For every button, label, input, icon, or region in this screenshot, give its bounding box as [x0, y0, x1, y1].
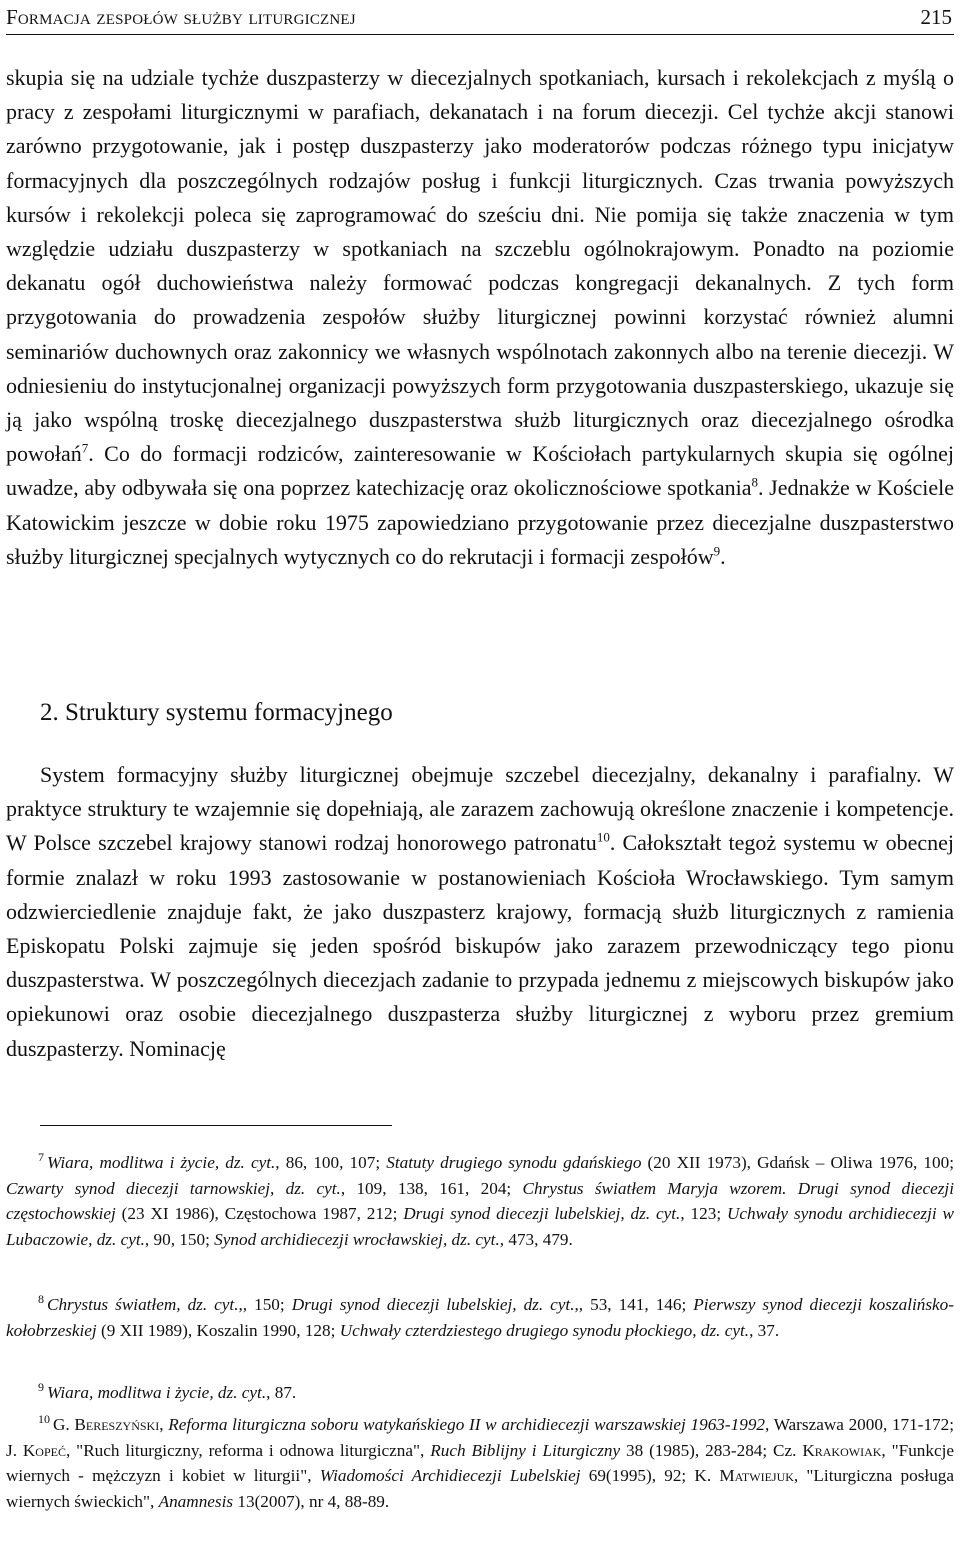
citation-title: Ruch Biblijny i Liturgiczny	[430, 1440, 621, 1460]
footnote-9-text	[47, 1383, 296, 1402]
citation-title: Uchwały czterdziestego drugiego synodu płockiego, dz. cyt.	[339, 1320, 750, 1340]
citation-text: , "Liturgiczna posługa wiernych świeckich",	[6, 1466, 955, 1512]
citation-text: , "Ruch liturgiczny, reforma i odnowa liturgiczna",	[65, 1440, 431, 1460]
paragraph-1-text-d: .	[720, 543, 726, 569]
footnote-10	[6, 1412, 954, 1515]
citation-text: 69(1995), 92; K.	[580, 1466, 720, 1486]
page-number: 215	[920, 5, 952, 29]
paragraph-1-text-c: . Jednakże w Kościele Katowickim jeszcze w dobie roku 1975 zapowiedziano przygotowanie przez diecezjalne duszpasterstwo służby liturgicznej specjalnych wytycznych co do rekrutacji i formacji zespołów	[6, 475, 954, 569]
footnote-10-number: 10	[38, 1412, 50, 1427]
citation-text: , 109, 138, 161, 204;	[340, 1178, 523, 1198]
citation-text: ,, 53, 141, 146;	[574, 1295, 694, 1314]
author-name: Krakowiak	[802, 1440, 882, 1460]
citation-text: (9 XII 1989), Koszalin 1990, 128;	[96, 1320, 340, 1340]
footnote-8	[6, 1292, 954, 1343]
paragraph-2	[6, 758, 954, 1066]
citation-text: ,	[159, 1415, 169, 1434]
footnote-ref-7[interactable]: 7	[81, 440, 89, 456]
citation-title: Statuty drugiego synodu gdańskiego	[386, 1153, 642, 1172]
citation-text: ,, 150;	[238, 1295, 292, 1314]
footnote-10-text	[6, 1415, 954, 1511]
citation-text: , 123;	[680, 1204, 727, 1224]
citation-text: , Warszawa 2000, 171-172; J.	[6, 1415, 955, 1460]
citation-title: Anamnesis	[158, 1492, 234, 1512]
citation-title: Chrystus światłem, dz. cyt.	[47, 1295, 239, 1314]
citation-title: Reforma liturgiczna soboru watykańskiego II w archidiecezji warszawskiej 1963-1992	[168, 1415, 766, 1434]
footnote-separator	[40, 1125, 392, 1126]
footnote-7-text	[6, 1153, 954, 1249]
running-head-title: Formacja zespołów służby liturgicznej	[6, 5, 356, 29]
footnote-ref-8[interactable]: 8	[751, 475, 759, 491]
citation-title: Uchwały synodu archidiecezji w Lubaczowie, dz. cyt.	[6, 1204, 954, 1250]
citation-title: Pierwszy synod diecezji koszalińsko-kołobrzeskiej	[6, 1295, 954, 1340]
author-name: Bereszyński	[74, 1415, 160, 1434]
citation-text: (20 XII 1973), Gdańsk – Oliwa 1976, 100;	[641, 1153, 954, 1172]
footnote-8-number: 8	[38, 1292, 44, 1307]
citation-text: , 86, 100, 107;	[275, 1153, 387, 1172]
citation-text: , 87.	[266, 1383, 297, 1402]
footnote-7	[6, 1150, 954, 1253]
citation-text: (23 XI 1986), Częstochowa 1987, 212;	[115, 1204, 404, 1224]
citation-title: Chrystus światłem Maryja wzorem. Drugi synod diecezji częstochowskiej	[6, 1178, 954, 1224]
citation-text: , 37.	[749, 1320, 780, 1340]
section-heading: 2. Struktury systemu formacyjnego	[40, 699, 393, 726]
running-head	[6, 0, 954, 35]
paragraph-2-text-b: . Całokształt tegoż systemu w obecnej formie znalazł w roku 1993 zastosowanie w postanowieniach Kościoła Wrocławskiego. Tym samym odzwierciedlenie znajduje fakt, że jako duszpasterz krajowy, formacją służb liturgicznych z ramienia Episkopatu Polski zajmuje się jeden spośród biskupów jako zarazem przewodniczący tego pionu duszpasterstwa. W poszczególnych diecezjach zadanie to przypada jednemu z miejscowych biskupów jako opiekunowi oraz osobie diecezjalnego duszpasterza służby liturgicznej z wyboru przez gremium duszpasterzy. Nominację	[6, 830, 955, 1061]
footnote-ref-9[interactable]: 9	[713, 543, 721, 559]
footnote-9	[6, 1380, 954, 1406]
citation-text: , "Funkcje wiernych - mężczyzn i kobiet w liturgii",	[6, 1440, 955, 1486]
citation-text: 13(2007), nr 4, 88-89.	[233, 1492, 390, 1512]
citation-title: Czwarty synod diecezji tarnowskiej, dz. cyt.	[6, 1178, 341, 1198]
citation-title: Synod archidiecezji wrocławskiej, dz. cyt.	[214, 1230, 500, 1250]
citation-title: Wiara, modlitwa i życie, dz. cyt.	[47, 1383, 267, 1402]
citation-text: , 473, 479.	[499, 1230, 573, 1250]
paragraph-1	[6, 61, 954, 574]
citation-title: Drugi synod diecezji lubelskiej, dz. cyt.	[291, 1295, 575, 1314]
footnote-9-number: 9	[38, 1380, 44, 1395]
citation-title: Wiara, modlitwa i życie, dz. cyt.	[47, 1153, 276, 1172]
paragraph-1-text-a: skupia się na udziale tychże duszpasterzy w diecezjalnych spotkaniach, kursach i rekolekcjach z myślą o pracy z zespołami liturgicznymi w parafiach, dekanatach i na forum diecezji. Cel tychże akcji stanowi zarówno przygotowanie, jak i postęp duszpasterzy jako moderatorów podczas różnego typu inicjatyw formacyjnych dla poszczególnych rodzajów posług i funkcji liturgicznych. Czas trwania powyższych kursów i rekolekcji poleca się zaprogramować do sześciu dni. Nie pomija się także znaczenia w tym względzie udziału duszpasterzy w spotkaniach na szczeblu ogólnokrajowym. Ponadto na poziomie dekanatu ogół duchowieństwa należy formować podczas kongregacji dekanalnych. Z tych form przygotowania do prowadzenia zespołów służby liturgicznej powinni korzystać również alumni seminariów duchownych oraz zakonnicy we własnych wspólnotach zakonnych albo na terenie diecezji. W odniesieniu do instytucjonalnej organizacji powyższych form przygotowania duszpasterskiego, ukazuje się ją jako wspólną troskę diecezjalnego duszpasterstwa służb liturgicznych oraz diecezjalnego ośrodka powołań	[6, 65, 954, 467]
paragraph-2-text-a: System formacyjny służby liturgicznej obejmuje szczebel diecezjalny, dekanalny i parafialny. W praktyce struktury te wzajemnie się dopełniają, ale zarazem zachowują określone znaczenie i kompetencje. W Polsce szczebel krajowy stanowi rodzaj honorowego patronatu	[6, 762, 954, 856]
citation-text: 38 (1985), 283-284; Cz.	[620, 1440, 803, 1460]
citation-title: Drugi synod diecezji lubelskiej, dz. cyt.	[403, 1204, 681, 1224]
author-name: Kopeć	[22, 1440, 66, 1460]
paragraph-1-text-b: . Co do formacji rodziców, zainteresowanie w Kościołach partykularnych skupia się ogólnej uwadze, aby odbywała się ona poprzez katechizację oraz okolicznościowe spotkania	[6, 441, 954, 501]
footnote-ref-10[interactable]: 10	[596, 830, 610, 846]
citation-title: Wiadomości Archidiecezji Lubelskiej	[319, 1466, 581, 1486]
citation-text: , 90, 150;	[144, 1230, 215, 1250]
citation-text: G.	[53, 1415, 75, 1434]
footnote-8-text	[6, 1295, 954, 1340]
footnote-7-number: 7	[38, 1150, 44, 1165]
author-name: Matwiejuk	[719, 1466, 794, 1486]
